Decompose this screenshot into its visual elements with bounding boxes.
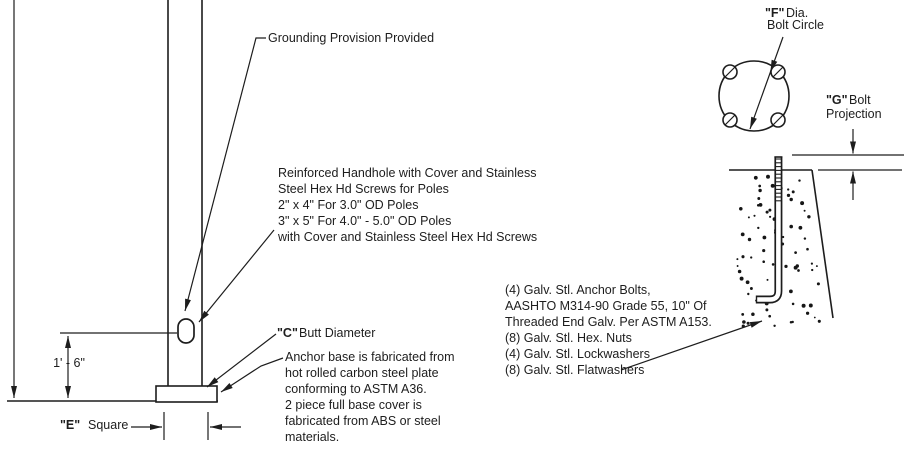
stipple-dot bbox=[758, 185, 761, 188]
stipple-dot bbox=[787, 194, 790, 197]
stipple-dot bbox=[763, 236, 767, 240]
stipple-dot bbox=[757, 227, 759, 229]
anchor-base-note-line: 2 piece full base cover is bbox=[285, 398, 422, 412]
bolt-projection-label2: Projection bbox=[826, 107, 882, 121]
stipple-dot bbox=[772, 263, 775, 266]
e-square-label bbox=[60, 418, 128, 432]
stipple-dot bbox=[768, 209, 771, 212]
anchor-base-note-line: conforming to ASTM A36. bbox=[285, 382, 427, 396]
annotations bbox=[53, 6, 882, 444]
stipple-dot bbox=[754, 176, 758, 180]
stipple-dot bbox=[767, 279, 769, 281]
stipple-dot bbox=[804, 210, 806, 212]
stipple-dot bbox=[796, 264, 799, 267]
stipple-dot bbox=[789, 290, 793, 294]
stipple-dot bbox=[753, 215, 755, 217]
stipple-dot bbox=[741, 233, 745, 237]
stipple-dot bbox=[741, 255, 744, 258]
anchor-bolt-note-line: AASHTO M314-90 Grade 55, 10" Of bbox=[505, 299, 707, 313]
stipple-dot bbox=[766, 175, 770, 179]
stipple-dot bbox=[800, 201, 804, 205]
stipple-dot bbox=[751, 313, 755, 317]
stipple-dot bbox=[792, 303, 795, 306]
stipple-dot bbox=[769, 216, 771, 218]
handhole-note-line: Steel Hex Hd Screws for Poles bbox=[278, 182, 449, 196]
anchor-bolt-note-line: (8) Galv. Stl. Hex. Nuts bbox=[505, 331, 632, 345]
stipple-dot bbox=[804, 237, 806, 239]
stipple-dot bbox=[762, 260, 765, 263]
anchor-bolt-note bbox=[505, 283, 712, 377]
e-dim-text: Square bbox=[88, 418, 129, 432]
stipple-dot bbox=[748, 216, 750, 218]
stipple-dot bbox=[807, 215, 810, 218]
anchor-bolt-note-line: (4) Galv. Stl. Lockwashers bbox=[505, 347, 650, 361]
stipple-dot bbox=[787, 188, 789, 190]
anchor-base-plate bbox=[156, 386, 217, 402]
height-dim-value: 1' - 6" bbox=[53, 356, 85, 370]
e-dim-letter: "E" bbox=[60, 418, 81, 432]
anchor-base-leader-line bbox=[221, 358, 283, 392]
concrete-slanted-edge bbox=[812, 170, 833, 318]
c-dim-letter: "C" bbox=[277, 326, 298, 340]
stipple-dot bbox=[809, 304, 813, 308]
pole-elevation bbox=[7, 0, 283, 440]
handhole-note-line: 2" x 4" For 3.0" OD Poles bbox=[278, 198, 419, 212]
stipple-dot bbox=[773, 325, 775, 327]
handhole-note-line: 3" x 5" For 4.0" - 5.0" OD Poles bbox=[278, 214, 452, 228]
stipple-dot bbox=[798, 179, 800, 181]
bolt-circle-label: Bolt Circle bbox=[767, 18, 824, 32]
stipple-dot bbox=[746, 280, 750, 284]
stipple-dot bbox=[748, 238, 751, 241]
stipple-dot bbox=[817, 282, 820, 285]
stipple-dot bbox=[789, 198, 792, 201]
stipple-dot bbox=[750, 287, 753, 290]
stipple-dot bbox=[766, 211, 769, 214]
stipple-dot bbox=[792, 190, 795, 193]
anchor-base-note bbox=[285, 350, 455, 444]
stipple-dot bbox=[799, 226, 803, 230]
stipple-dot bbox=[740, 277, 744, 281]
stipple-dot bbox=[737, 265, 739, 267]
handhole-leader-line bbox=[199, 230, 274, 322]
stipple-dot bbox=[790, 321, 793, 324]
stipple-dot bbox=[759, 203, 763, 207]
anchor-bolt-note-line: (8) Galv. Stl. Flatwashers bbox=[505, 363, 645, 377]
handhole-oval bbox=[178, 319, 194, 343]
g-dim-text: Bolt bbox=[849, 93, 871, 107]
anchor-bolt-note-line: Threaded End Galv. Per ASTM A153. bbox=[505, 315, 712, 329]
stipple-dot bbox=[806, 312, 809, 315]
stipple-dot bbox=[784, 265, 787, 268]
stipple-dot bbox=[816, 265, 818, 267]
bolt-circle-diagram bbox=[719, 37, 789, 131]
g-dim-letter: "G" bbox=[826, 93, 848, 107]
handhole-note bbox=[277, 166, 537, 244]
stipple-dot bbox=[747, 293, 749, 295]
anchor-base-note-line: hot rolled carbon steel plate bbox=[285, 366, 439, 380]
stipple-dot bbox=[739, 207, 743, 211]
stipple-dot bbox=[738, 270, 742, 274]
stipple-dot bbox=[811, 263, 813, 265]
anchor-j-bolt bbox=[757, 157, 783, 304]
anchor-base-note-line: fabricated from ABS or steel bbox=[285, 414, 441, 428]
stipple-dot bbox=[747, 322, 750, 325]
stipple-dot bbox=[789, 225, 793, 229]
stipple-dot bbox=[758, 189, 761, 192]
stipple-dot bbox=[771, 184, 775, 188]
handhole-note-line: Reinforced Handhole with Cover and Stainless bbox=[278, 166, 537, 180]
f-dim-letter: "F" bbox=[765, 6, 785, 20]
grounding-leader-line bbox=[185, 38, 266, 311]
stipple-dot bbox=[797, 269, 800, 272]
butt-diameter-label bbox=[277, 326, 375, 340]
stipple-dot bbox=[741, 313, 744, 316]
f-dim-text: Dia. bbox=[786, 6, 809, 20]
foundation-section bbox=[621, 129, 904, 370]
stipple-dot bbox=[762, 249, 765, 252]
anchor-bolt-note-line: (4) Galv. Stl. Anchor Bolts, bbox=[505, 283, 651, 297]
stipple-dot bbox=[757, 197, 760, 200]
handhole-note-line: with Cover and Stainless Steel Hex Hd Screws bbox=[278, 230, 538, 244]
stipple-dot bbox=[736, 258, 738, 260]
stipple-dot bbox=[750, 256, 752, 258]
bolt-projection-label bbox=[826, 93, 871, 107]
stipple-dot bbox=[806, 248, 809, 251]
stipple-dot bbox=[802, 304, 806, 308]
stipple-dot bbox=[814, 317, 816, 319]
stipple-dot bbox=[768, 315, 771, 318]
c-dim-text: Butt Diameter bbox=[299, 326, 376, 340]
stipple-dot bbox=[742, 320, 746, 324]
anchor-base-note-line: Anchor base is fabricated from bbox=[285, 350, 455, 364]
stipple-dot bbox=[811, 269, 813, 271]
stipple-dot bbox=[794, 251, 797, 254]
stipple-dot bbox=[818, 320, 821, 323]
stipple-dot bbox=[765, 308, 768, 311]
anchor-base-note-line: materials. bbox=[285, 430, 340, 444]
grounding-note: Grounding Provision Provided bbox=[268, 31, 435, 45]
